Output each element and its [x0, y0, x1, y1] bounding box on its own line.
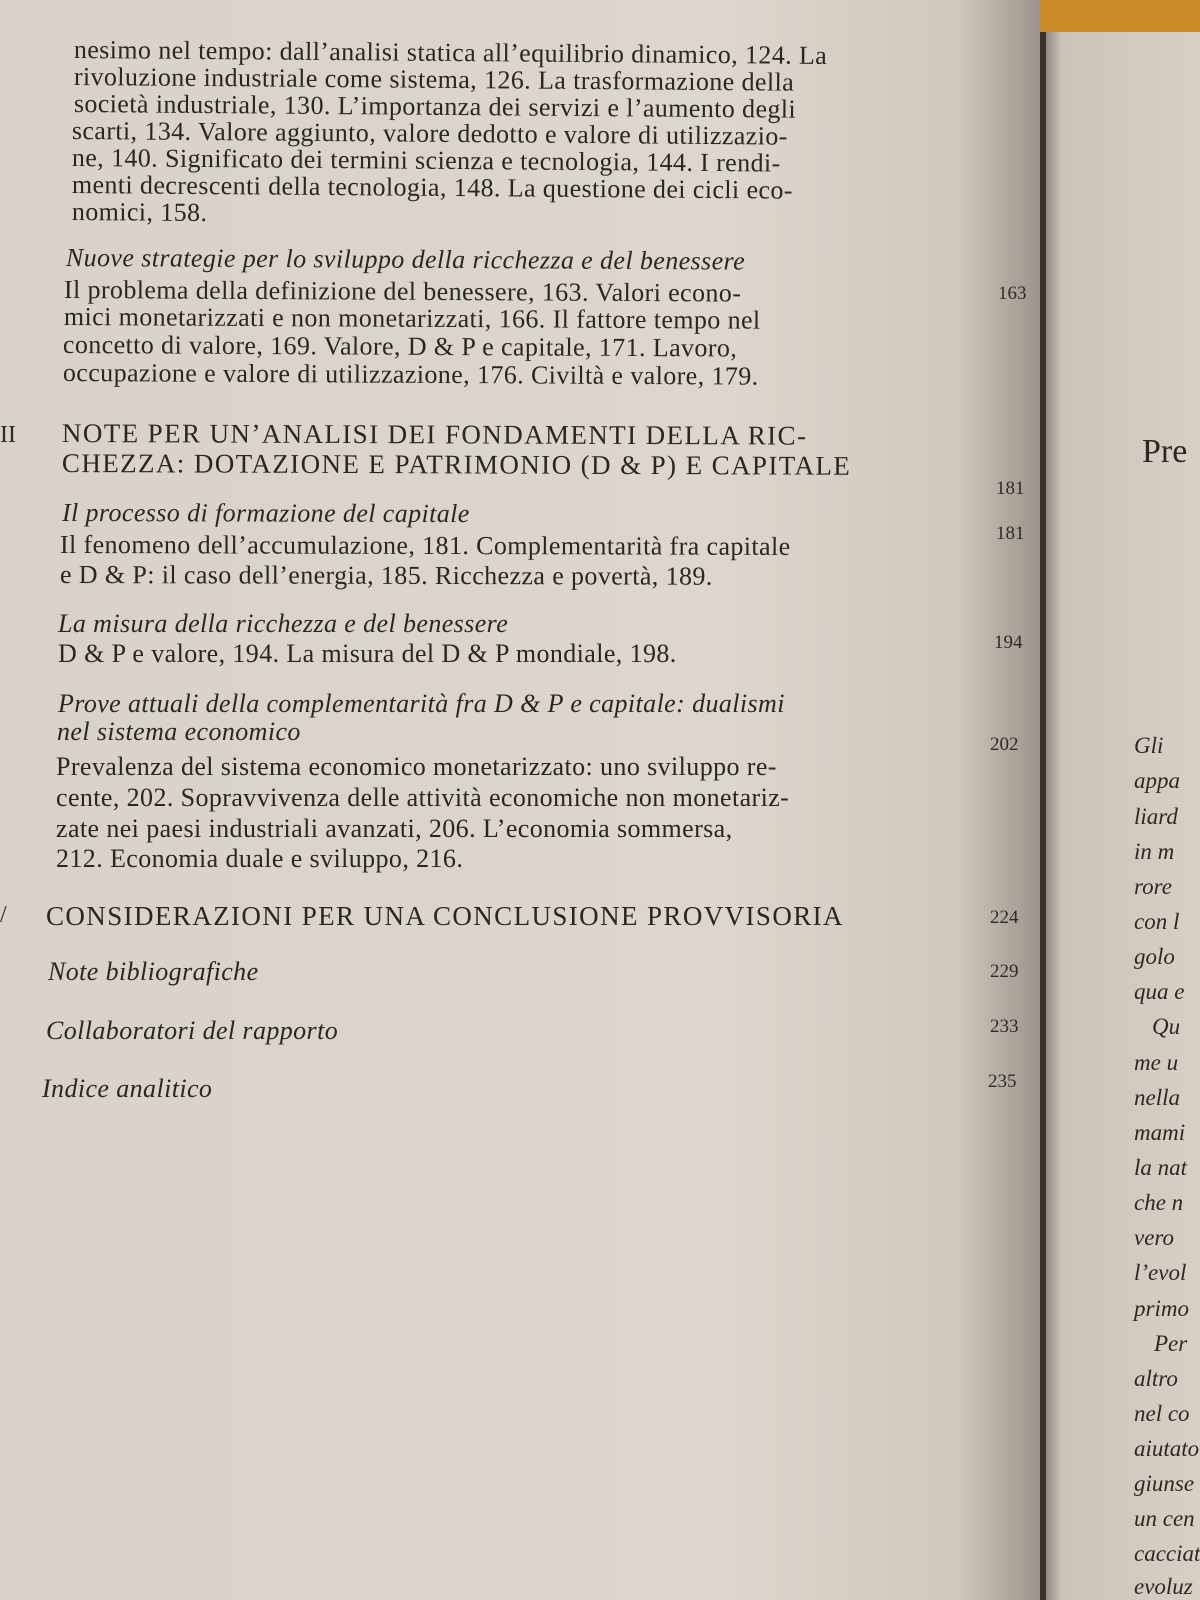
toc-text-line: nesimo nel tempo: dall’analisi statica all’equilibrio dinamico, 124. La: [73, 35, 828, 70]
section-heading-prove: nel sistema economico: [57, 717, 301, 746]
toc-text-line: nomici, 158.: [71, 197, 208, 228]
right-page-line: nella: [1134, 1085, 1180, 1110]
right-page-line: aiutato: [1134, 1436, 1200, 1461]
toc-text-line: D & P e valore, 194. La misura del D & P mondiale, 198.: [58, 639, 677, 668]
right-page-line: mami: [1134, 1120, 1186, 1145]
toc-text-line: e D & P: il caso dell’energia, 185. Ricchezza e povertà, 189.: [59, 560, 713, 591]
back-matter-title: Collaboratori del rapporto: [46, 1016, 339, 1045]
right-page-line: Gli: [1134, 733, 1164, 758]
page-number: 224: [990, 907, 1019, 928]
right-page-line: golo: [1134, 944, 1175, 969]
right-page-line: primo: [1134, 1296, 1189, 1321]
right-page-line: liard: [1134, 804, 1178, 829]
page-number: 181: [996, 478, 1025, 499]
right-page-line: appa: [1134, 768, 1180, 793]
right-page-line: cacciat: [1134, 1541, 1200, 1566]
chapter-title-line: CHEZZA: DOTAZIONE E PATRIMONIO (D & P) E CAPITALE: [61, 448, 852, 481]
right-page-line: evoluz: [1134, 1574, 1193, 1599]
page-number: 163: [998, 283, 1027, 304]
toc-text-line: Prevalenza del sistema economico monetarizzato: uno sviluppo re-: [56, 752, 777, 781]
toc-text-line: concetto di valore, 169. Valore, D & P e capitale, 171. Lavoro,: [62, 330, 738, 363]
page-number: 194: [994, 632, 1023, 653]
toc-text-line: cente, 202. Sopravvivenza delle attività economiche non monetariz-: [56, 783, 790, 812]
right-page-line: giunse: [1134, 1471, 1195, 1496]
right-page-line: un cen: [1134, 1506, 1195, 1531]
toc-text-line: Il problema della definizione del benessere, 163. Valori econo-: [63, 275, 742, 308]
section-heading-processo: Il processo di formazione del capitale: [61, 498, 470, 529]
page-number: 202: [990, 734, 1019, 755]
right-page-line: nel co: [1134, 1401, 1190, 1426]
section-heading-misura: La misura della ricchezza e del benessere: [58, 609, 509, 638]
toc-text-line: scarti, 134. Valore aggiunto, valore dedotto e valore di utilizzazio-: [71, 116, 788, 151]
page-number: 235: [988, 1071, 1017, 1092]
right-page-line: in m: [1134, 839, 1175, 864]
toc-text-line: menti decrescenti della tecnologia, 148. La questione dei cicli eco-: [71, 170, 793, 205]
right-page-line: rore: [1134, 874, 1172, 899]
page-number: 233: [990, 1016, 1019, 1037]
right-page-heading: Pre: [1142, 433, 1188, 470]
toc-text-line: ne, 140. Significato dei termini scienza e tecnologia, 144. I rendi-: [71, 143, 781, 178]
right-page-line: Qu: [1152, 1014, 1181, 1039]
right-page-line: me u: [1134, 1050, 1179, 1075]
toc-text-line: zate nei paesi industriali avanzati, 206. L’economia sommersa,: [56, 814, 733, 843]
toc-text-line: occupazione e valore di utilizzazione, 176. Civiltà e valore, 179.: [62, 358, 759, 391]
toc-text-line: 212. Economia duale e sviluppo, 216.: [56, 844, 464, 873]
right-page-line: con l: [1134, 909, 1180, 934]
right-page-line: l’evol: [1134, 1260, 1187, 1285]
section-heading-prove: Prove attuali della complementarità fra D & P e capitale: dualismi: [58, 689, 785, 718]
right-page-line: la nat: [1134, 1155, 1188, 1180]
back-matter-title: Note bibliografiche: [48, 957, 259, 986]
page-number: 229: [990, 961, 1019, 982]
toc-text-line: mici monetarizzati e non monetarizzati, 166. Il fattore tempo nel: [63, 302, 761, 335]
right-page-line: Per: [1154, 1331, 1188, 1356]
page-number: 181: [996, 523, 1025, 544]
right-page-line: che n: [1134, 1190, 1184, 1215]
background-strip: [1040, 0, 1200, 32]
chapter-numeral: II: [0, 422, 16, 448]
chapter-title: CONSIDERAZIONI PER UNA CONCLUSIONE PROVVISORIA: [46, 901, 844, 931]
right-page-line: altro: [1134, 1366, 1178, 1391]
toc-text-line: società industriale, 130. L’importanza dei servizi e l’aumento degli: [73, 89, 797, 124]
right-page-line: qua e: [1134, 979, 1185, 1004]
chapter-title-line: NOTE PER UN’ANALISI DEI FONDAMENTI DELLA RIC-: [61, 418, 808, 451]
back-matter-title: Indice analitico: [42, 1074, 213, 1103]
chapter-numeral: /: [0, 902, 7, 928]
toc-text-line: Il fenomeno dell’accumulazione, 181. Complementarità fra capitale: [59, 530, 791, 561]
right-page-line: vero: [1134, 1225, 1175, 1250]
section-heading-nuove-strategie: Nuove strategie per lo sviluppo della ricchezza e del benessere: [65, 243, 746, 276]
toc-text-line: rivoluzione industriale come sistema, 126. La trasformazione della: [73, 62, 795, 97]
